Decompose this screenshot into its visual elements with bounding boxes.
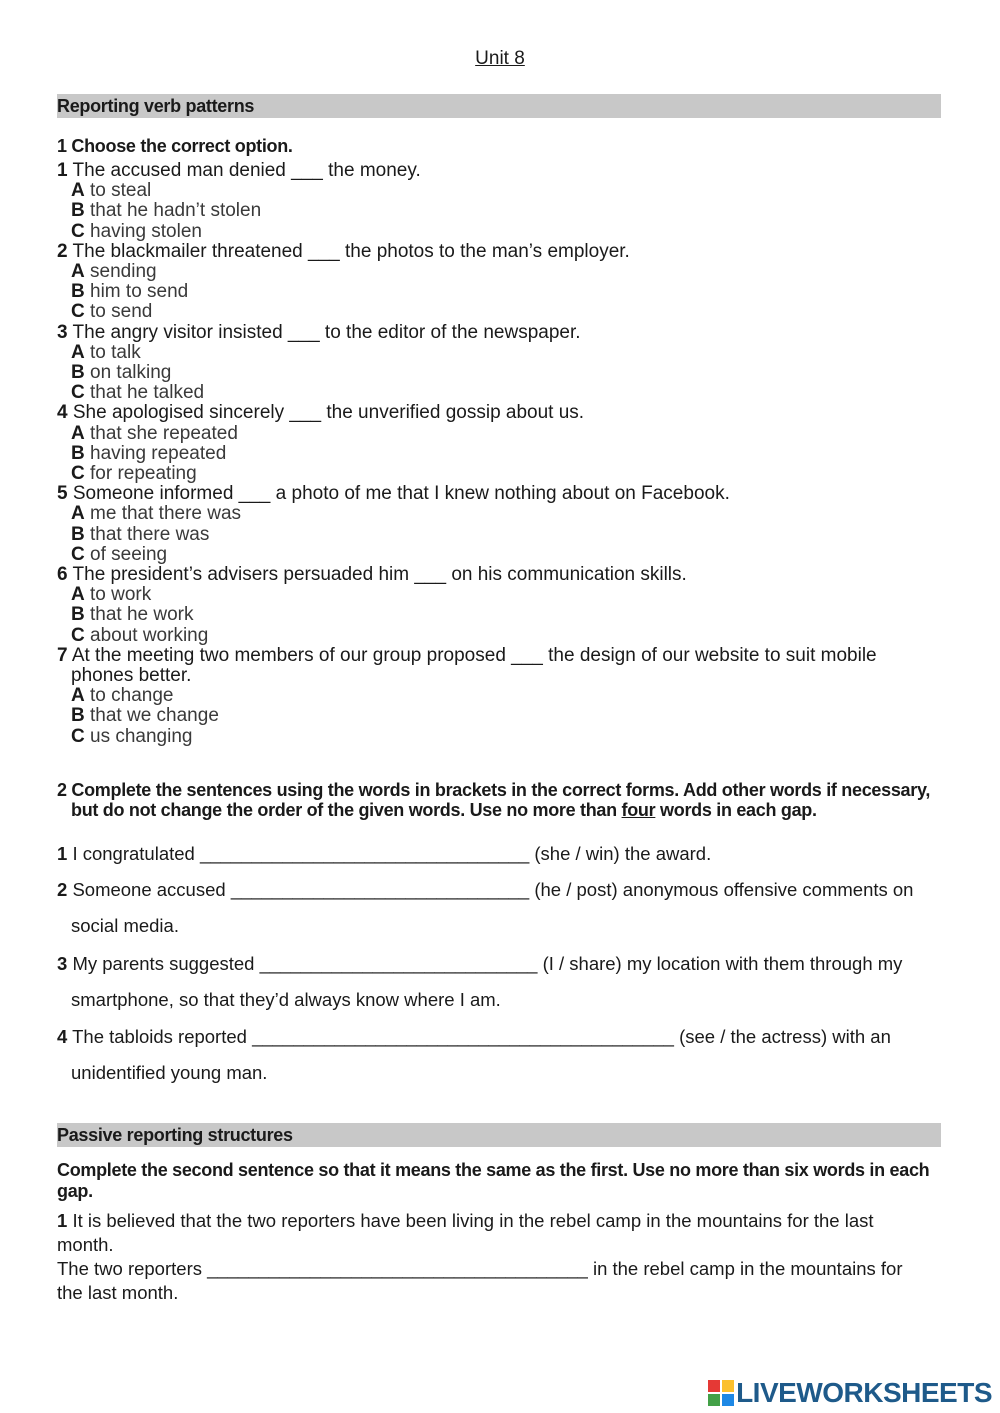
option-text: that he work: [90, 604, 194, 626]
option-text: of seeing: [90, 543, 168, 565]
option-text: that she repeated: [90, 422, 238, 444]
option-text: to change: [90, 685, 174, 707]
answer-option-a[interactable]: [71, 343, 141, 363]
exercise2-item-1: [57, 844, 711, 864]
section2-item-1: [57, 1209, 903, 1305]
option-text: for repeating: [90, 463, 197, 484]
question-number: 2: [57, 240, 68, 262]
liveworksheets-logo-icon: [708, 1380, 734, 1406]
option-text: to steal: [90, 180, 152, 202]
question-3: [57, 323, 581, 343]
option-text: to work: [90, 584, 152, 606]
item-text: in the rebel camp in the mountains for: [592, 1258, 903, 1279]
option-letter: C: [71, 725, 85, 747]
section-heading-passive-reporting: [57, 1123, 941, 1147]
answer-option-b[interactable]: [71, 605, 194, 625]
option-letter: C: [71, 382, 85, 404]
option-letter: C: [71, 301, 85, 323]
option-letter: B: [71, 604, 85, 626]
item-number: 4: [57, 1026, 68, 1047]
question-5: [57, 484, 730, 504]
option-letter: C: [71, 463, 85, 484]
exercise2-item-2: [57, 880, 913, 900]
instruction-text: but do not change the order of the given words. Use no more than: [71, 800, 622, 820]
option-letter: A: [71, 180, 85, 202]
exercise2-instruction-line1: 2 Complete the sentences using the words in brackets in the correct forms. Add other words if necessary,: [57, 780, 931, 800]
answer-option-b[interactable]: [71, 444, 226, 464]
option-letter: B: [71, 523, 85, 545]
answer-option-c[interactable]: [71, 383, 204, 403]
option-letter: C: [71, 624, 85, 646]
answer-gap[interactable]: ___________________________: [259, 953, 538, 974]
item-number: 2: [57, 879, 68, 900]
exercise2-item-continued: unidentified young man.: [71, 1062, 268, 1083]
exercise2-item-continued: social media.: [71, 915, 179, 936]
section2-item-line4: the last month.: [57, 1282, 179, 1303]
question-6: [57, 565, 687, 585]
answer-option-c[interactable]: [71, 545, 167, 565]
question-number: 5: [57, 483, 68, 505]
question-text-continued: phones better.: [71, 665, 192, 686]
answer-option-b[interactable]: [71, 525, 209, 545]
option-text: that he hadn’t stolen: [90, 200, 262, 222]
liveworksheets-logo-text: LIVEWORKSHEETS: [736, 1377, 992, 1408]
option-text: to talk: [90, 341, 141, 363]
item-text: (she / win) the award.: [534, 843, 712, 864]
answer-option-b[interactable]: [71, 201, 261, 221]
answer-gap[interactable]: _________________________________________: [252, 1026, 674, 1047]
option-text: having repeated: [90, 442, 227, 464]
answer-option-c[interactable]: [71, 464, 197, 484]
question-number: 3: [57, 321, 68, 343]
answer-gap[interactable]: _____________________________: [230, 879, 530, 900]
answer-option-a[interactable]: [71, 262, 157, 282]
section-heading-text: Reporting verb patterns: [57, 96, 255, 116]
liveworksheets-logo: [708, 1377, 992, 1409]
option-letter: C: [71, 543, 85, 565]
option-letter: A: [71, 341, 85, 363]
question-number: 6: [57, 564, 68, 585]
item-text: I congratulated: [72, 843, 195, 864]
question-2: [57, 242, 630, 262]
exercise2-item-3: [57, 954, 902, 974]
exercise2-item-4: [57, 1027, 891, 1047]
question-text: The angry visitor insisted ___ to the editor of the newspaper.: [72, 321, 581, 343]
option-text: that there was: [90, 523, 210, 545]
instruction-underlined-word: four: [621, 800, 656, 820]
option-text: him to send: [90, 281, 189, 303]
answer-option-a[interactable]: [71, 585, 151, 605]
item-text: My parents suggested: [72, 953, 255, 974]
option-text: sending: [90, 261, 157, 282]
section-heading-text: Passive reporting structures: [57, 1125, 293, 1145]
exercise1-instruction: 1 Choose the correct option.: [57, 136, 293, 156]
section2-item-line3: [57, 1257, 903, 1281]
option-letter: A: [71, 503, 85, 525]
question-number: 1: [57, 160, 68, 181]
option-letter: A: [71, 261, 85, 282]
question-number: 4: [57, 402, 68, 424]
answer-option-c[interactable]: [71, 222, 202, 242]
instruction-text: words in each gap.: [655, 800, 817, 820]
answer-option-b[interactable]: [71, 282, 188, 302]
option-text: on talking: [90, 362, 172, 383]
item-text: (I / share) my location with them through my: [542, 953, 903, 974]
answer-option-a[interactable]: [71, 686, 173, 706]
question-7: [57, 646, 877, 666]
option-letter: B: [71, 442, 85, 464]
answer-option-b[interactable]: [71, 363, 171, 383]
question-text: The blackmailer threatened ___ the photos to the man’s employer.: [72, 240, 630, 262]
item-text: Someone accused: [72, 879, 226, 900]
section-heading-reporting-verbs: [57, 94, 941, 118]
option-letter: B: [71, 281, 85, 303]
option-letter: B: [71, 705, 85, 727]
item-number: 1: [57, 1210, 68, 1231]
question-text: At the meeting two members of our group proposed ___ the design of our website to suit mobile: [71, 644, 877, 666]
page-title: Unit 8: [475, 48, 525, 69]
item-number: 3: [57, 953, 68, 974]
answer-option-a[interactable]: [71, 181, 151, 201]
answer-option-c[interactable]: [71, 626, 208, 646]
item-text: The two reporters: [57, 1258, 202, 1279]
item-text: It is believed that the two reporters have been living in the rebel camp in the mountains for the last: [72, 1210, 874, 1231]
option-text: about working: [90, 624, 209, 646]
option-letter: C: [71, 220, 85, 242]
answer-option-a[interactable]: [71, 504, 241, 524]
exercise2-item-continued: smartphone, so that they’d always know where I am.: [71, 989, 501, 1010]
option-text: to send: [90, 301, 153, 323]
option-text: that we change: [90, 705, 219, 727]
item-number: 1: [57, 843, 68, 864]
question-number: 7: [57, 644, 68, 666]
question-4: [57, 403, 584, 423]
question-1: [57, 161, 421, 181]
option-letter: A: [71, 584, 85, 606]
section2-item-line1: [57, 1209, 903, 1233]
item-text: (see / the actress) with an: [679, 1026, 891, 1047]
section2-item-line2: month.: [57, 1234, 114, 1255]
section2-instruction-line2: gap.: [57, 1181, 93, 1201]
answer-option-c[interactable]: [71, 302, 152, 322]
option-text: us changing: [90, 725, 193, 747]
option-text: me that there was: [90, 503, 242, 525]
section2-instruction-line1: Complete the second sentence so that it means the same as the first. Use no more than six words in each: [57, 1160, 930, 1180]
question-text: She apologised sincerely ___ the unverified gossip about us.: [72, 402, 585, 424]
question-text: The president’s advisers persuaded him ___ on his communication skills.: [72, 564, 687, 585]
option-letter: B: [71, 200, 85, 222]
option-text: that he talked: [90, 382, 205, 404]
item-text: (he / post) anonymous offensive comments on: [534, 879, 914, 900]
exercise2-instruction: [57, 780, 930, 820]
exercise2-instruction-line2: [57, 800, 930, 820]
answer-option-b[interactable]: [71, 706, 219, 726]
answer-gap[interactable]: ________________________________: [199, 843, 530, 864]
option-letter: A: [71, 422, 85, 444]
section2-instruction: [57, 1160, 929, 1202]
answer-option-a[interactable]: [71, 424, 238, 444]
item-text: The tabloids reported: [72, 1026, 247, 1047]
option-letter: A: [71, 685, 85, 707]
answer-option-c[interactable]: [71, 727, 192, 747]
question-text: The accused man denied ___ the money.: [72, 160, 421, 181]
question-text: Someone informed ___ a photo of me that I knew nothing about on Facebook.: [72, 483, 730, 505]
option-text: having stolen: [90, 220, 202, 242]
answer-gap[interactable]: _____________________________________: [207, 1258, 588, 1279]
option-letter: B: [71, 362, 85, 383]
